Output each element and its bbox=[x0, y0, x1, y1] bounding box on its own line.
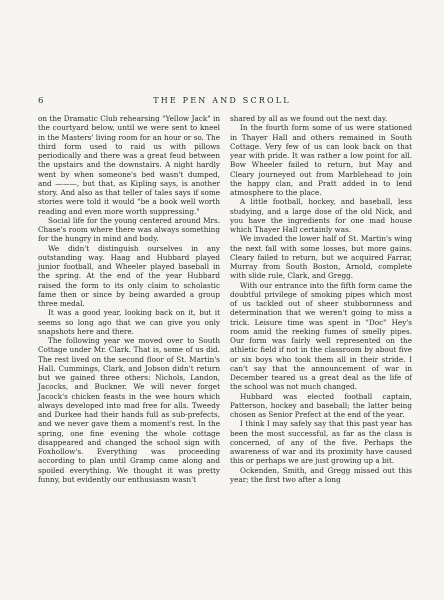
left-column bbox=[38, 114, 220, 484]
right-column bbox=[230, 114, 412, 484]
paragraph: We invaded the lower half of St. Martin's wing the next fall with some losses, but more gains. Cleary failed to return, but we acquired Farrar, Murray from South Boston, Arnold, complete with slide rule, Clark, and Gregg. bbox=[230, 234, 412, 281]
paragraph: A little football, hockey, and baseball, less studying, and a large dose of the old Nick, and you have the ingredients for one mad house which Thayer Hall certainly was. bbox=[230, 197, 412, 234]
paragraph: It was a good year, looking back on it, but it seems so long ago that we can give you only snapshots here and there. bbox=[38, 308, 220, 336]
running-title: THE PEN AND SCROLL bbox=[153, 96, 291, 105]
paragraph: I think I may safely say that this past year has been the most successful, as far as the class is concerned, of any of the five. Perhaps the awareness of war and its proximity have caused this or perhaps we are just growing up a bit. bbox=[230, 419, 412, 466]
page-number: 6 bbox=[38, 96, 44, 106]
paragraph: The following year we moved over to South Cottage under Mr. Clark. That is, some of us did. The rest lived on the second floor of St. Martin's Hall. Cummings, Clark, and Jobson didn't return but we gained three others: Nichols, Landon, Jacocks, and Buckner. We will never forget Jacock's chicken feasts in the wee hours which always developed into mad free for alls. Tweedy and Durkee had their hands full as sub-prefects, and we never gave them a moment's rest. In the spring, one fine evening the whole cottage disappeared and changed the school sign with Foxhollow's. Everything was proceeding according to plan until Gramp came along and spoiled everything. We thought it was pretty funny, but evidently our enthusiasm wasn't bbox=[38, 336, 220, 484]
paragraph: Ockenden, Smith, and Gregg missed out this year; the first two after a long bbox=[230, 465, 412, 484]
page-header bbox=[38, 96, 406, 108]
paragraph: With our entrance into the fifth form came the doubtful privilege of smoking pipes which most of us tackled out of sheer stubbornness and determination that we weren't going to miss a trick. Leisure time was spent in "Doc" Hey's room amid the reeking fumes of smelly pipes. Our form was fairly well represented on the athletic field if not in the classroom by about five or six boys who took them all in their stride. I can't say that the announcement of war in December teared us a great deal as the life of the school was not much changed. bbox=[230, 280, 412, 392]
paragraph: shared by all as we found out the next day. bbox=[230, 114, 388, 123]
paragraph: Hubbard was elected football captain, Patterson, hockey and baseball; the latter being chosen as Senior Prefect at the end of the year. bbox=[230, 391, 412, 419]
text-columns bbox=[38, 114, 412, 484]
paragraph: on the Dramatic Club rehearsing "Yellow Jack" in the courtyard below, until we were sent to kneel in the Masters' living room for an hour or so. The third form used to raid us with pillows periodically and there was a great feud between the upstairs and the downstairs. A night hardly went by when someone's bed wasn't dumped, and ———, but that, as Kipling says, is another story. And also as that teller of tales says if some stories were told it would "be a book well worth reading and even more worth suppressing." bbox=[38, 114, 220, 216]
paragraph: Social life for the young centered around Mrs. Chase's room where there was always something for the hungry in mind and body. bbox=[38, 215, 220, 244]
paragraph: We didn't distinguish ourselves in any outstanding way. Haag and Hubbard played junior football, and Wheeler played baseball in the spring. At the end of the year Hubbard raised the form to its only claim to scholastic fame then or since by being awarded a group three medal. bbox=[38, 243, 220, 308]
paragraph: In the fourth form some of us were stationed in Thayer Hall and others remained in South Cottage. Very few of us can look back on that year with pride. It was rather a low point for all. Bow Wheeler failed to return, but May and Cleary journeyed out from Marblehead to join the happy clan, and Pratt added in to lend atmosphere to the place. bbox=[230, 123, 412, 197]
